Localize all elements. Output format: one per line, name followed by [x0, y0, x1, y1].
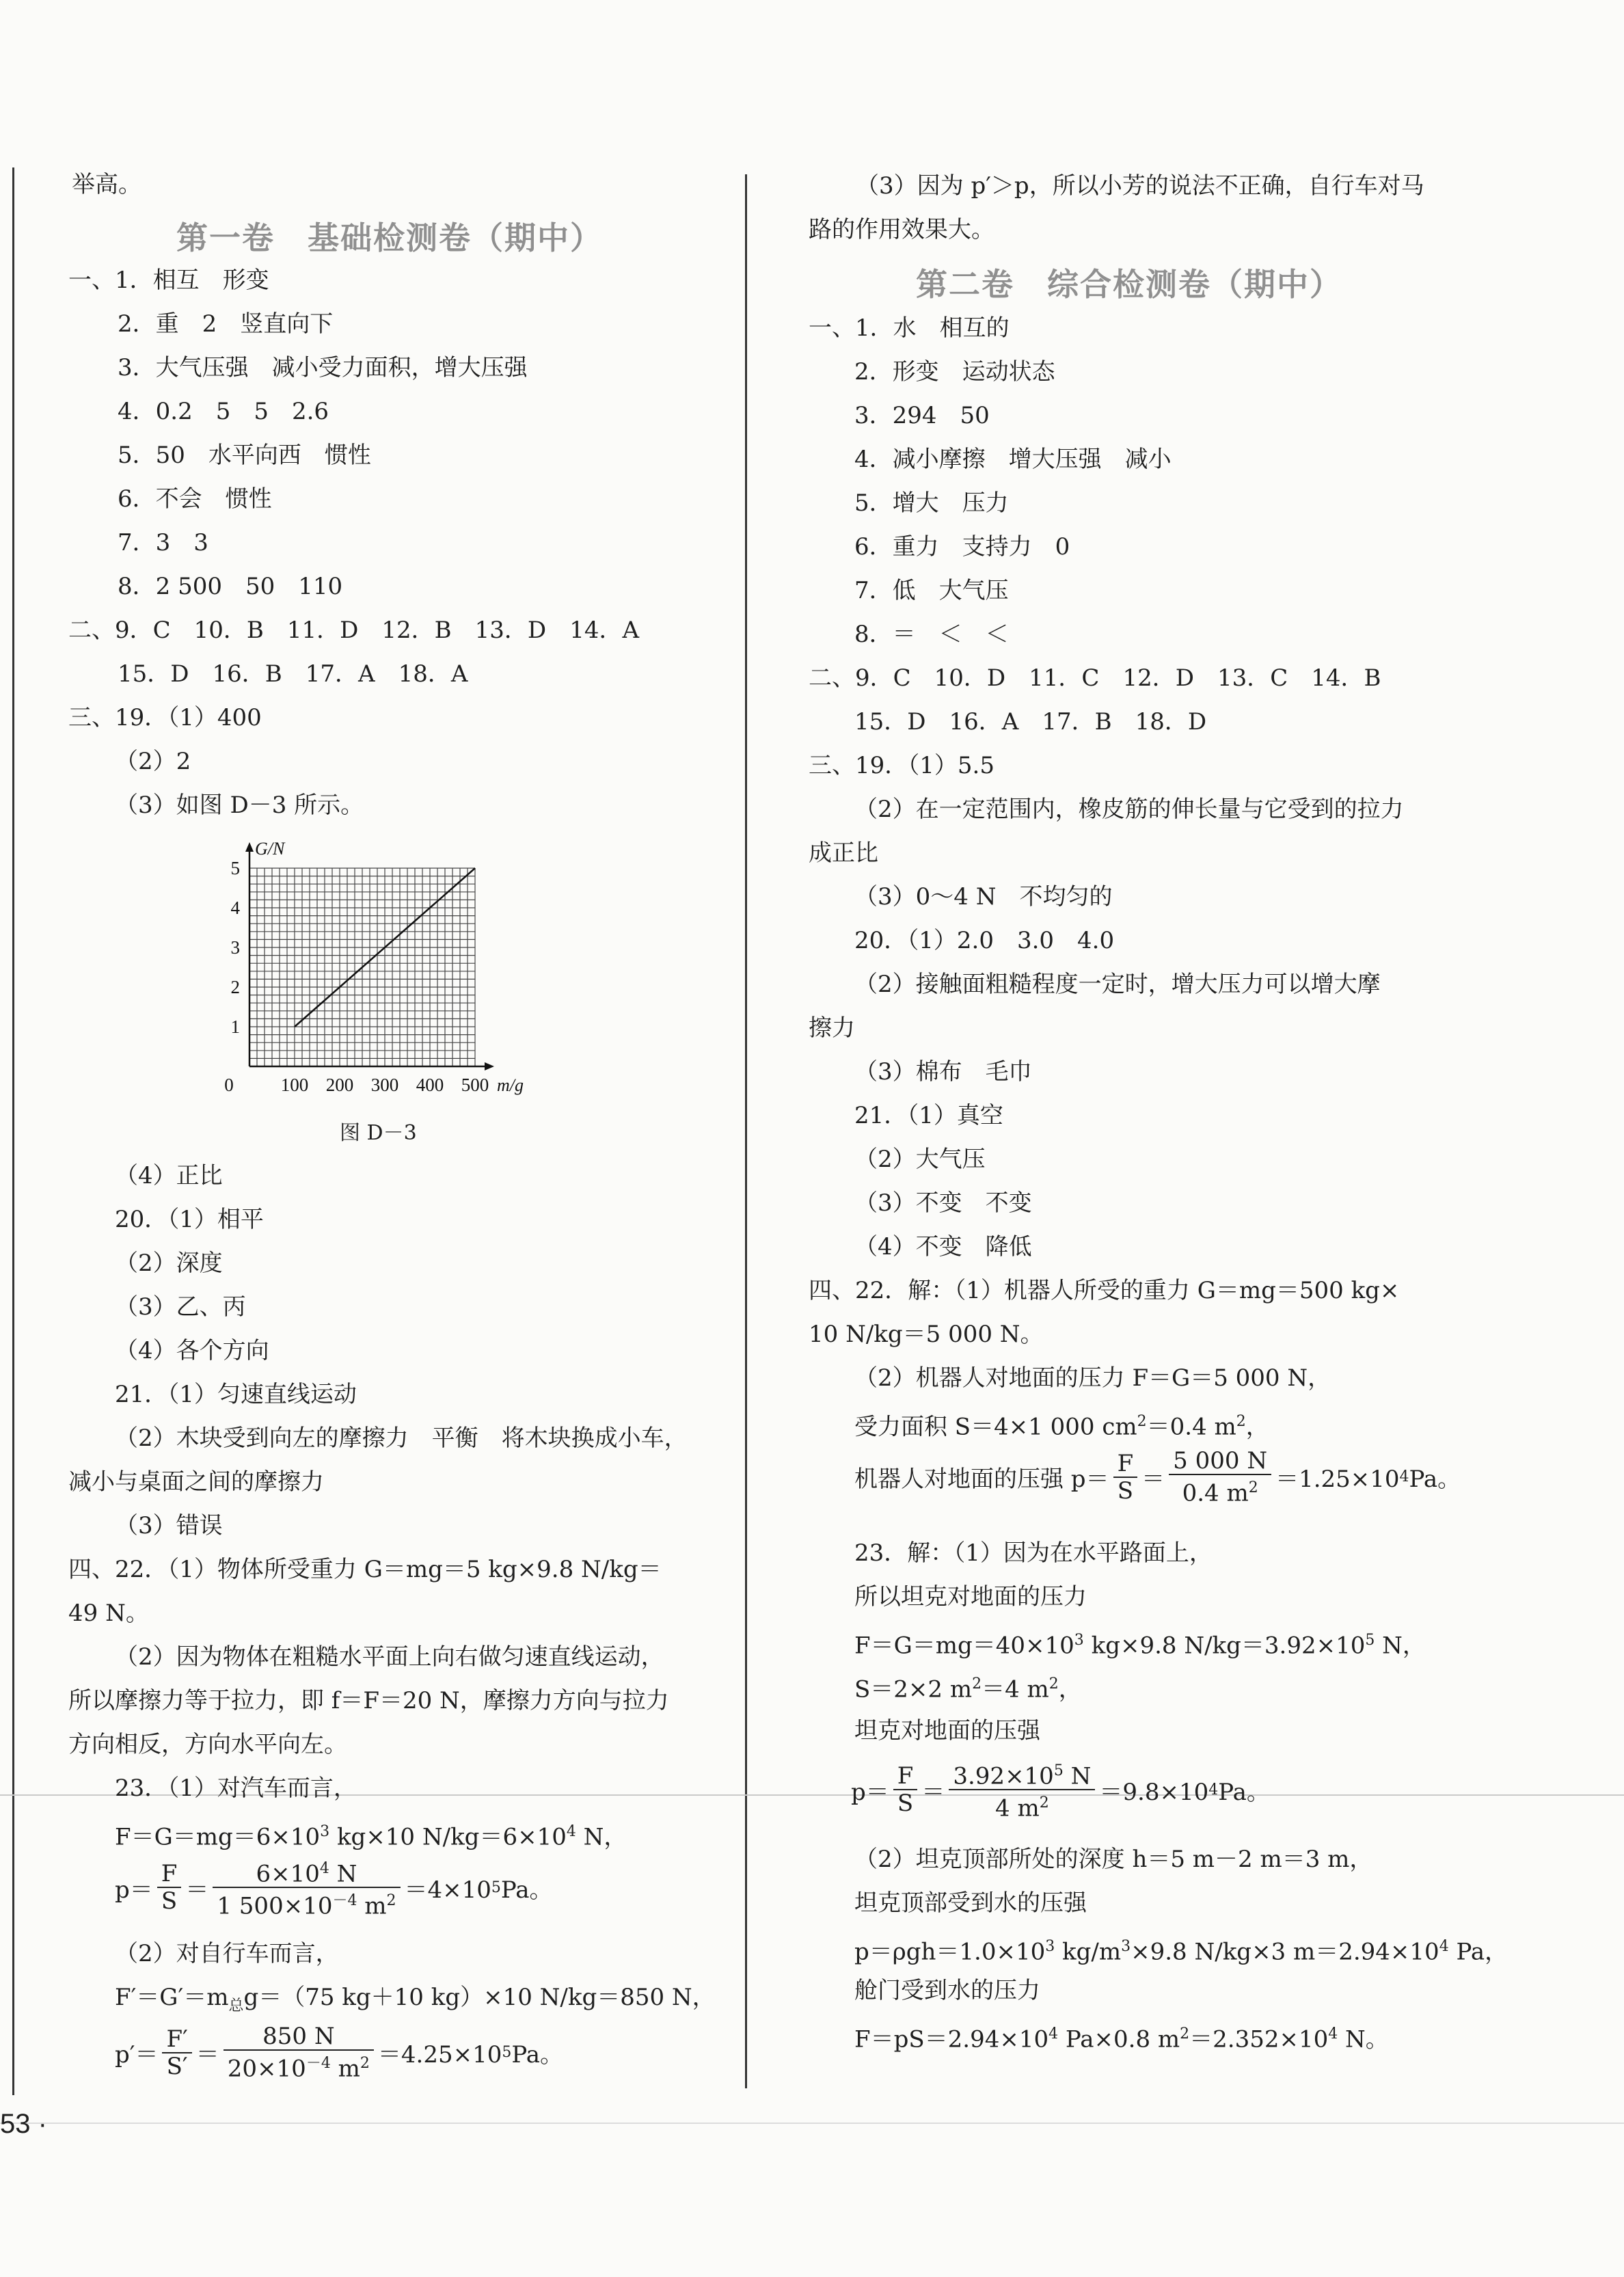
x-tick-label: 300	[370, 1075, 399, 1095]
answer-line: 2．形变 运动状态	[854, 358, 1055, 386]
answer-line: 8．2 500 50 110	[118, 573, 343, 600]
numerator: F	[157, 1861, 182, 1888]
answer-line: （4）各个方向	[115, 1337, 269, 1364]
answer-line: （4）不变 降低	[854, 1233, 1032, 1261]
answer-line: 6．重力 支持力 0	[854, 533, 1070, 561]
answer-line: 三、19．（1）400	[68, 704, 262, 731]
exponent: 4	[566, 1823, 576, 1840]
answer-line: 5．增大 压力	[854, 489, 1009, 517]
answer-line: 23．（1）对汽车而言，	[115, 1775, 357, 1802]
y-tick-label: 3	[230, 937, 240, 958]
answer-line: 20．（1）2.0 3.0 4.0	[854, 927, 1115, 954]
fraction	[1169, 1448, 1271, 1506]
x-tick-label: 200	[325, 1075, 354, 1095]
answer-line: 所以摩擦力等于拉力，即 f＝F＝20 N，摩擦力方向与拉力	[68, 1687, 669, 1714]
answer-line: 6．不会 惯性	[118, 485, 272, 513]
formula-text: p′＝	[115, 2041, 159, 2069]
answer-line: 减小与桌面之间的摩擦力	[68, 1468, 324, 1496]
scan-artifact-line	[0, 2123, 1624, 2124]
formula-text: Pa。	[511, 2041, 563, 2069]
answer-line: （3）错误	[115, 1512, 223, 1539]
fraction	[224, 2023, 374, 2081]
answer-line: （3）棉布 毛巾	[854, 1058, 1032, 1086]
answer-line: （2）木块受到向左的摩擦力 平衡 将木块换成小车，	[115, 1425, 688, 1452]
answer-line: （3）不变 不变	[854, 1189, 1032, 1217]
answer-line: （3）0～4 N 不均匀的	[854, 883, 1113, 911]
x-axis-arrow	[485, 1062, 494, 1070]
formula-line: $p=\rho gh=1.0\times 10^3$ $kg/m^3\times 9.8$ N/kg×3 $m=2.94\times 10^4$ Pa，	[854, 1938, 1508, 1966]
answer-line: 方向相反，方向水平向左。	[68, 1731, 347, 1758]
x-tick-label: 500	[461, 1075, 489, 1095]
column-divider	[745, 174, 747, 2088]
answer-line: 8．＝ ＜ ＜	[854, 621, 1009, 648]
formula-text: p＝	[851, 1778, 889, 1806]
left-margin-rule	[12, 167, 14, 2095]
denominator: S	[1117, 1477, 1134, 1505]
answer-line: 坦克对地面的压强	[854, 1717, 1040, 1744]
answer-line: 7．低 大气压	[854, 577, 1009, 604]
formula-line: 机器人对地面的压强 p＝ $\frac{F}{S}$ ＝ $\frac{5 000 N}{0.4 m^2}$ ＝1.25×10 4 Pa。	[854, 1447, 1461, 1507]
answer-line: 坦克顶部受到水的压强	[854, 1889, 1087, 1917]
denominator: $20\times 10^{-4}$ $m^2$	[227, 2055, 370, 2083]
numerator: F′	[162, 2026, 191, 2053]
answer-line: 15．D 16．B 17．A 18．A	[118, 660, 468, 688]
answer-line: （2）深度	[115, 1250, 223, 1277]
g-m-chart	[219, 834, 533, 1101]
answer-line: （2）对自行车而言，	[115, 1940, 339, 1967]
formula-text: 机器人对地面的压强 p＝	[854, 1466, 1109, 1494]
answer-line: 20．（1）相平	[115, 1206, 264, 1233]
answer-line: 四、22．（1）物体所受重力 G＝mg＝5 kg×9.8 N/kg＝	[68, 1556, 662, 1583]
answer-line: （2）坦克顶部所处的深度 h＝5 m－2 m＝3 m，	[854, 1846, 1373, 1873]
answer-line: 15．D 16．A 17．B 18．D	[854, 708, 1207, 736]
denominator: 4 $m^2$	[995, 1794, 1049, 1822]
answer-line: 3．294 50	[854, 402, 990, 429]
section-title: 第二卷 综合检测卷（期中）	[916, 266, 1342, 303]
formula-line	[115, 1818, 627, 1850]
numerator: $3.92\times 10^5$ N	[949, 1758, 1095, 1790]
answer-line: 二、9．C 10．B 11．D 12．B 13．D 14．A	[68, 617, 640, 644]
answer-line: 7．3 3	[118, 529, 208, 556]
answer-line: （2）接触面粗糙程度一定时，增大压力可以增大摩	[854, 971, 1381, 998]
answer-line: （3）如图 D－3 所示。	[115, 792, 364, 819]
formula-text: N，	[576, 1823, 627, 1851]
answer-line: （2）机器人对地面的压力 F＝G＝5 000 N，	[854, 1364, 1331, 1392]
answer-line: （3）乙、丙	[115, 1293, 246, 1321]
y-axis-label: G/N	[255, 839, 285, 859]
x-tick-label: 400	[416, 1075, 444, 1095]
answer-line: 成正比	[809, 839, 878, 867]
x-tick-label: 100	[280, 1075, 309, 1095]
section-title: 第一卷 基础检测卷（期中）	[176, 219, 603, 256]
formula-line: 受力面积 S＝4×1 000 $cm^2=0.4$ $m^2$，	[854, 1413, 1269, 1441]
answer-line: 二、9．C 10．D 11．C 12．D 13．C 14．B	[809, 664, 1381, 692]
answer-line: 路的作用效果大。	[809, 216, 994, 243]
answer-line: 49 N。	[68, 1600, 149, 1627]
denominator: S′	[166, 2052, 188, 2080]
answer-line: 一、1．相互 形变	[68, 267, 269, 294]
formula-text: ＝1.25×10	[1275, 1466, 1400, 1494]
answer-line: （2）因为物体在粗糙水平面上向右做匀速直线运动，	[115, 1643, 664, 1671]
answer-line: 四、22．解：（1）机器人所受的重力 G＝mg＝500 kg×	[809, 1277, 1400, 1304]
fraction	[949, 1758, 1095, 1822]
y-tick-label: 5	[230, 858, 240, 878]
fraction	[162, 2026, 191, 2079]
answer-line: 5．50 水平向西 惯性	[118, 442, 371, 469]
answer-line: 10 N/kg＝5 000 N。	[809, 1321, 1044, 1348]
formula-text: ＝9.8×10	[1099, 1778, 1209, 1806]
answer-line: 2．重 2 竖直向下	[118, 310, 334, 338]
answer-line: 4．减小摩擦 增大压强 减小	[854, 446, 1172, 473]
x-axis-label: m/g	[497, 1075, 524, 1095]
figure-caption: 图 D－3	[340, 1121, 417, 1145]
y-tick-label: 2	[230, 977, 240, 997]
numerator: F	[1113, 1451, 1138, 1478]
x-tick-label: 0	[224, 1075, 234, 1095]
formula-text: p＝	[115, 1876, 153, 1904]
answer-line: 三、19．（1）5.5	[809, 752, 994, 779]
numerator: 850 N	[224, 2023, 374, 2051]
answer-line: （4）正比	[115, 1162, 223, 1189]
numerator: $6\times 10^4$ N	[213, 1856, 400, 1888]
formula-line: p＝ $\frac{F}{S}$ ＝ $\frac{3.92\times 10^5 N}{4 m^2}$ ＝9.8×10 4 Pa。	[851, 1758, 1270, 1822]
denominator: 1 $500\times 10^{-4}$ $m^2$	[217, 1892, 396, 1920]
answer-line: （2）2	[115, 748, 191, 775]
answer-line: 23．解：（1）因为在水平路面上，	[854, 1539, 1213, 1567]
numerator: F	[893, 1763, 918, 1790]
answer-line: （2）在一定范围内，橡皮筋的伸长量与它受到的拉力	[854, 796, 1404, 823]
page-number: 53 ·	[0, 2109, 47, 2139]
formula-text: kg×10 N/kg＝6×10	[329, 1823, 567, 1851]
answer-line: 一、1．水 相互的	[809, 314, 1010, 342]
answer-line: 21．（1）匀速直线运动	[115, 1381, 357, 1408]
y-tick-label: 1	[230, 1016, 240, 1037]
formula-text: Pa。	[500, 1876, 553, 1904]
formula-line: $F'=G'=m_总g=(75$ kg＋10 kg）×10 N/kg＝850 N，	[115, 1984, 716, 2015]
answer-line: （2）大气压	[854, 1146, 986, 1173]
answer-line: （3）因为 p′＞p，所以小芳的说法不正确，自行车对马	[856, 172, 1424, 200]
fraction	[1113, 1451, 1138, 1504]
formula-line: $F=G=mg=40\times 10^3$ kg×9.8 $N/kg=3.92\times 10^5$ N，	[854, 1632, 1426, 1660]
formula-text: ＝4.25×10	[377, 2041, 502, 2069]
answer-line: 21．（1）真空	[854, 1102, 1003, 1129]
fraction	[893, 1763, 918, 1816]
formula-line: $F=pS=2.94\times 10^4$ Pa×0.8 $m^2=2.352\times 10^4$ N。	[854, 2025, 1389, 2053]
answer-line: 所以坦克对地面的压力	[854, 1583, 1087, 1611]
formula-text: ＝4×10	[404, 1876, 491, 1904]
answer-line: 舱门受到水的压力	[854, 1977, 1040, 2004]
answer-line: 3．大气压强 减小受力面积，增大压强	[118, 354, 528, 381]
denominator: S	[897, 1790, 914, 1818]
formula-line: p＝ $\frac{F}{S}$ ＝ $\frac{6\times 10^4 N}{1 500\times 10^{-4} m^2}$ ＝4×10 5 Pa。	[115, 1856, 553, 1919]
formula-line: S＝2×2 $m^2=4$ $m^2$，	[854, 1675, 1082, 1703]
text-line: 举高。	[72, 171, 141, 198]
denominator: 0.4 $m^2$	[1182, 1479, 1258, 1507]
fraction	[213, 1856, 400, 1919]
formula-text: F＝G＝mg＝6×10	[115, 1823, 321, 1851]
exponent: 3	[320, 1823, 330, 1840]
answer-line: 4．0.2 5 5 2.6	[118, 398, 329, 425]
y-tick-label: 4	[230, 898, 240, 918]
denominator: S	[161, 1887, 178, 1915]
fraction	[157, 1861, 182, 1914]
formula-line: p′＝ $\frac{F'}{S'}$ ＝ $\frac{850 N}{20\times 10^{-4} m^2}$ ＝4.25×10 5 Pa。	[115, 2023, 563, 2083]
numerator: 5 000 N	[1169, 1448, 1271, 1475]
answer-line: 擦力	[809, 1014, 855, 1042]
y-axis-arrow	[245, 842, 254, 852]
